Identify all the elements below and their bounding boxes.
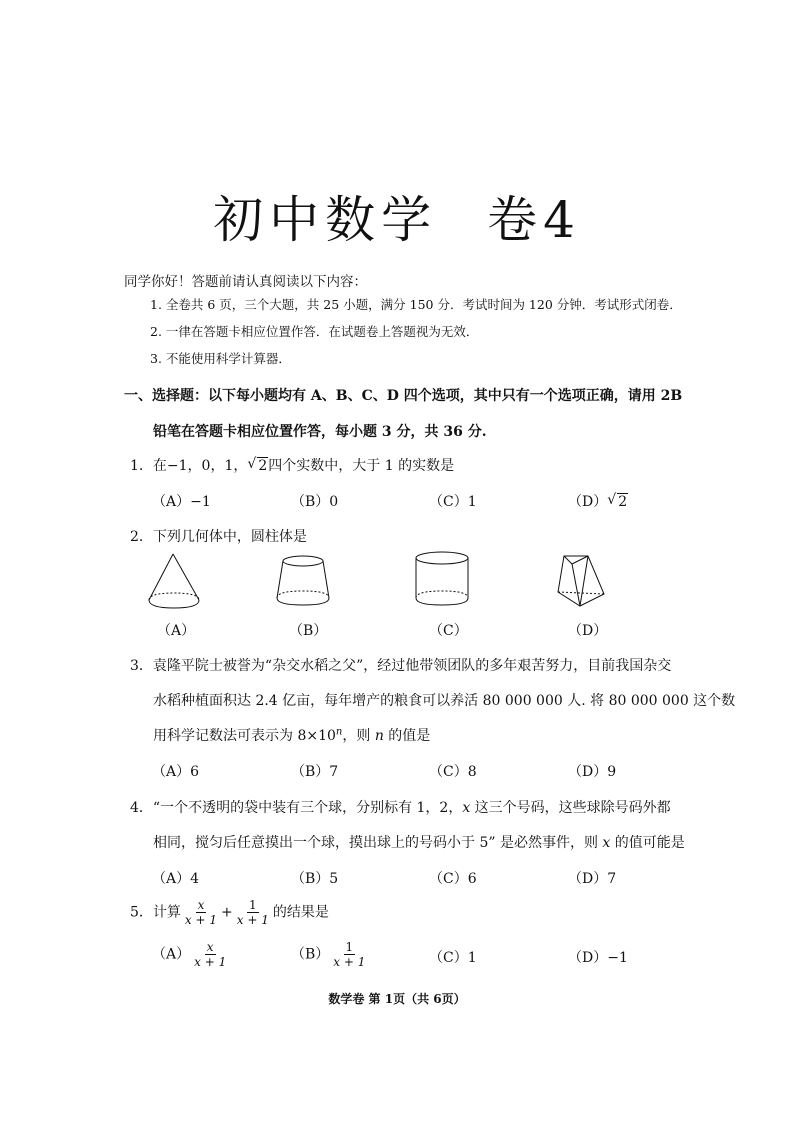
q1-option-d-sqrt: √ 2 [607,492,628,510]
q3-line3-pre: 用科学记数法可表示为 8×10 [153,728,336,744]
q1-option-a[interactable]: （A）−1 [152,494,211,510]
q1-sqrt: √ 2 [247,456,268,474]
q5-frac1-num: x [197,898,205,912]
rule-3: 3. 不能使用科学计算器． [150,351,291,366]
q5-fraction-1 [183,898,219,927]
q5-option-c[interactable]: （C）1 [429,950,477,966]
q5-option-b-fraction [331,940,367,969]
cone-icon [145,552,205,614]
frustum-icon [273,552,333,614]
question-2: 2．下列几何体中，圆柱体是 [130,529,307,545]
q1-sqrt-value: 2 [258,458,268,474]
q1-option-d[interactable] [568,491,628,511]
q5-fraction-2 [235,898,271,927]
q4-option-a[interactable]: （A）4 [152,871,200,887]
q3-option-b[interactable]: （B）7 [291,764,339,780]
q5-option-a[interactable] [152,940,230,969]
q2-option-c[interactable]: （C） [429,623,468,639]
section-heading-line2: 铅笔在答题卡相应位置作答，每小题 3 分，共 36 分. [153,424,487,440]
q2-option-b[interactable]: （B） [289,623,328,639]
q5-option-a-label: （A） [152,946,191,963]
q4-line1-post: 这三个号码，这些球除号码外都 [470,800,671,816]
pyramid-icon [552,550,612,614]
q3-option-c[interactable]: （C）8 [429,764,477,780]
question-3-line3 [153,725,430,745]
q5-option-b-label: （B） [291,946,330,963]
page-title [0,180,794,252]
q1-option-d-sqrt-value: 2 [618,494,628,510]
q5-frac1-den: x + 1 [184,913,218,927]
q4-line1-pre: 4．“一个不透明的袋中装有三个球，分别标有 1，2， [130,800,463,816]
q5-option-a-fraction [192,940,228,969]
question-4-line1 [130,797,671,817]
q5-plus: + [221,904,233,921]
q4-option-d[interactable]: （D）7 [568,871,617,887]
rule-1: 1. 全卷共 6 页，三个大题，共 25 小题，满分 150 分．考试时间为 120 分钟．考试形式闭卷． [150,297,682,312]
page-footer: 数学卷 第 1页（共 6页） [328,992,466,1006]
q5-opt-a-num: x [206,940,214,954]
q4-line2-post: 的值可能是 [610,835,685,851]
question-4-line2 [153,832,685,852]
rule-2: 2. 一律在答题卡相应位置作答．在试题卷上答题视为无效． [150,324,479,339]
q5-option-b[interactable] [291,940,369,969]
question-3-line1: 3．袁隆平院士被誉为“杂交水稻之父”，经过他带领团队的多年艰苦努力，目前我国杂交 [130,658,672,674]
q3-var: n [374,728,384,744]
q1-option-d-label: （D） [568,494,608,510]
q3-line3-mid: ，则 [342,728,375,744]
title-volume: 卷4 [487,191,581,249]
q5-frac2-den: x + 1 [236,913,269,927]
q2-option-d[interactable]: （D） [568,623,608,639]
title-main: 初中数学 [213,191,438,249]
question-1 [130,455,454,475]
section-heading-line1: 一、选择题：以下每小题均有 A、B、C、D 四个选项，其中只有一个选项正确，请用 2B [124,388,683,404]
q1-option-b[interactable]: （B）0 [291,494,339,510]
q5-opt-b-den: x + 1 [333,955,366,969]
q5-option-d[interactable]: （D）−1 [568,950,628,966]
q3-option-a[interactable]: （A）6 [152,764,200,780]
q2-option-a[interactable]: （A） [157,623,196,639]
cylinder-icon [411,550,473,614]
q5-suffix: 的结果是 [272,904,329,921]
q1-option-c[interactable]: （C）1 [429,494,477,510]
q5-opt-a-den: x + 1 [194,955,227,969]
q4-option-b[interactable]: （B）5 [291,871,339,887]
q1-prefix: 1．在−1，0，1， [130,458,248,474]
q3-option-d[interactable]: （D）9 [568,764,617,780]
question-5 [130,898,329,927]
q4-line2-pre: 相同，搅匀后任意摸出一个球，摸出球上的号码小于 5” 是必然事件，则 [153,835,603,851]
q1-suffix: 四个实数中，大于 1 的实数是 [268,458,455,474]
q5-prefix: 5．计算 [130,904,181,921]
notice-heading: 同学你好！答题前请认真阅读以下内容： [124,274,367,290]
q4-option-c[interactable]: （C）6 [429,871,477,887]
question-3-line2: 水稻种植面积达 2.4 亿亩，每年增产的粮食可以养活 80 000 000 人. 将 80 000 000 这个数 [153,693,736,709]
q3-line3-post: 的值是 [383,728,431,744]
q5-frac2-num: 1 [248,898,257,912]
q4-line1-var: x [462,800,471,816]
q4-line2-var: x [602,835,611,851]
q5-opt-b-num: 1 [345,940,354,954]
q3-exponent: n [335,726,343,738]
